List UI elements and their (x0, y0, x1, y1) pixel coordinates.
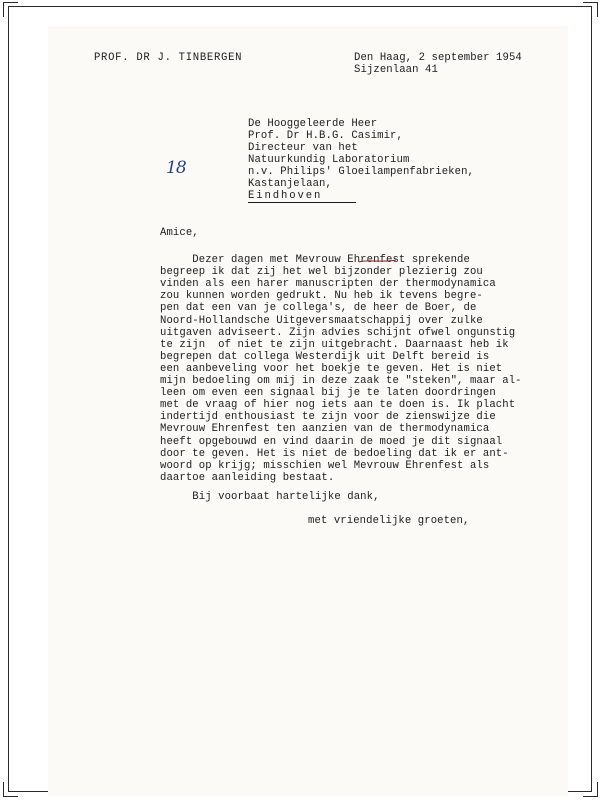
salutation: Amice, (160, 227, 199, 239)
corner-mark (583, 782, 598, 797)
body-line: leen om even een signaal bij je te laten doordringen (160, 387, 496, 400)
letter-date: Den Haag, 2 september 1954 (354, 52, 522, 64)
body-line: zou kunnen worden gedrukt. Nu heb ik tevens begre- (160, 290, 483, 303)
body-line: daartoe aanleiding bestaat. (160, 471, 335, 484)
body-line: een aanbeveling voor het boekje te geven. Het is niet (160, 362, 503, 375)
closing-line: met vriendelijke groeten, (308, 515, 470, 527)
body-line: indertijd enthousiast te zijn voor de zienswijze die (160, 411, 496, 424)
recipient-line: Kastanjelaan, (248, 178, 332, 190)
body-line: heeft opgebouwd en vind daarin de moed je dit signaal (160, 435, 503, 448)
body-line: begreep ik dat zij het wel bijzonder plezierig zou (160, 266, 483, 279)
body-line: uitgaven adviseert. Zijn advies schijnt ofwel ongunstig (160, 326, 516, 339)
recipient-line: De Hooggeleerde Heer (248, 118, 378, 130)
recipient-line: Prof. Dr H.B.G. Casimir, (248, 130, 403, 142)
city-underline (248, 202, 356, 203)
handwritten-number: 18 (166, 158, 186, 178)
body-line: door te geven. Het is niet de bedoeling dat ik er ant- (160, 447, 509, 460)
ink-correction-mark (358, 258, 398, 264)
body-line: te zijn of niet te zijn uitgebracht. Daarnaast heb ik (160, 338, 509, 351)
corner-mark (3, 2, 18, 17)
sender-name: PROF. DR J. TINBERGEN (94, 52, 243, 64)
body-line: Noord-Hollandsche Uitgeversmaatschappij over zulke (160, 314, 483, 327)
body-line: woord op krijg; misschien wel Mevrouw Ehrenfest als (160, 459, 490, 472)
recipient-line: n.v. Philips' Gloeilampenfabrieken, (248, 166, 475, 178)
body-line: Mevrouw Ehrenfest ten aanzien van de thermodynamica (160, 423, 490, 436)
corner-mark (583, 2, 598, 17)
recipient-line: Natuurkundig Laboratorium (248, 154, 410, 166)
body-line: begrepen dat collega Westerdijk uit Delft bereid is (160, 350, 490, 363)
body-line: vinden als een harer manuscripten der thermodynamica (160, 278, 496, 291)
recipient-line: Directeur van het (248, 142, 358, 154)
body-line: pen dat een van je collega's, de heer de Boer, de (160, 302, 477, 315)
body-line: mijn bedoeling om mij in deze zaak te "steken", maar al- (160, 375, 522, 387)
sender-street: Sijzenlaan 41 (354, 64, 438, 76)
corner-mark (3, 782, 18, 797)
recipient-city: Eindhoven (248, 190, 323, 202)
thanks-line: Bij voorbaat hartelijke dank, (160, 491, 380, 503)
body-line: Dezer dagen met Mevrouw Ehrenfest sprekende (160, 254, 470, 266)
body-line: met de vraag of hier nog iets aan te doen is. Ik placht (160, 399, 516, 412)
